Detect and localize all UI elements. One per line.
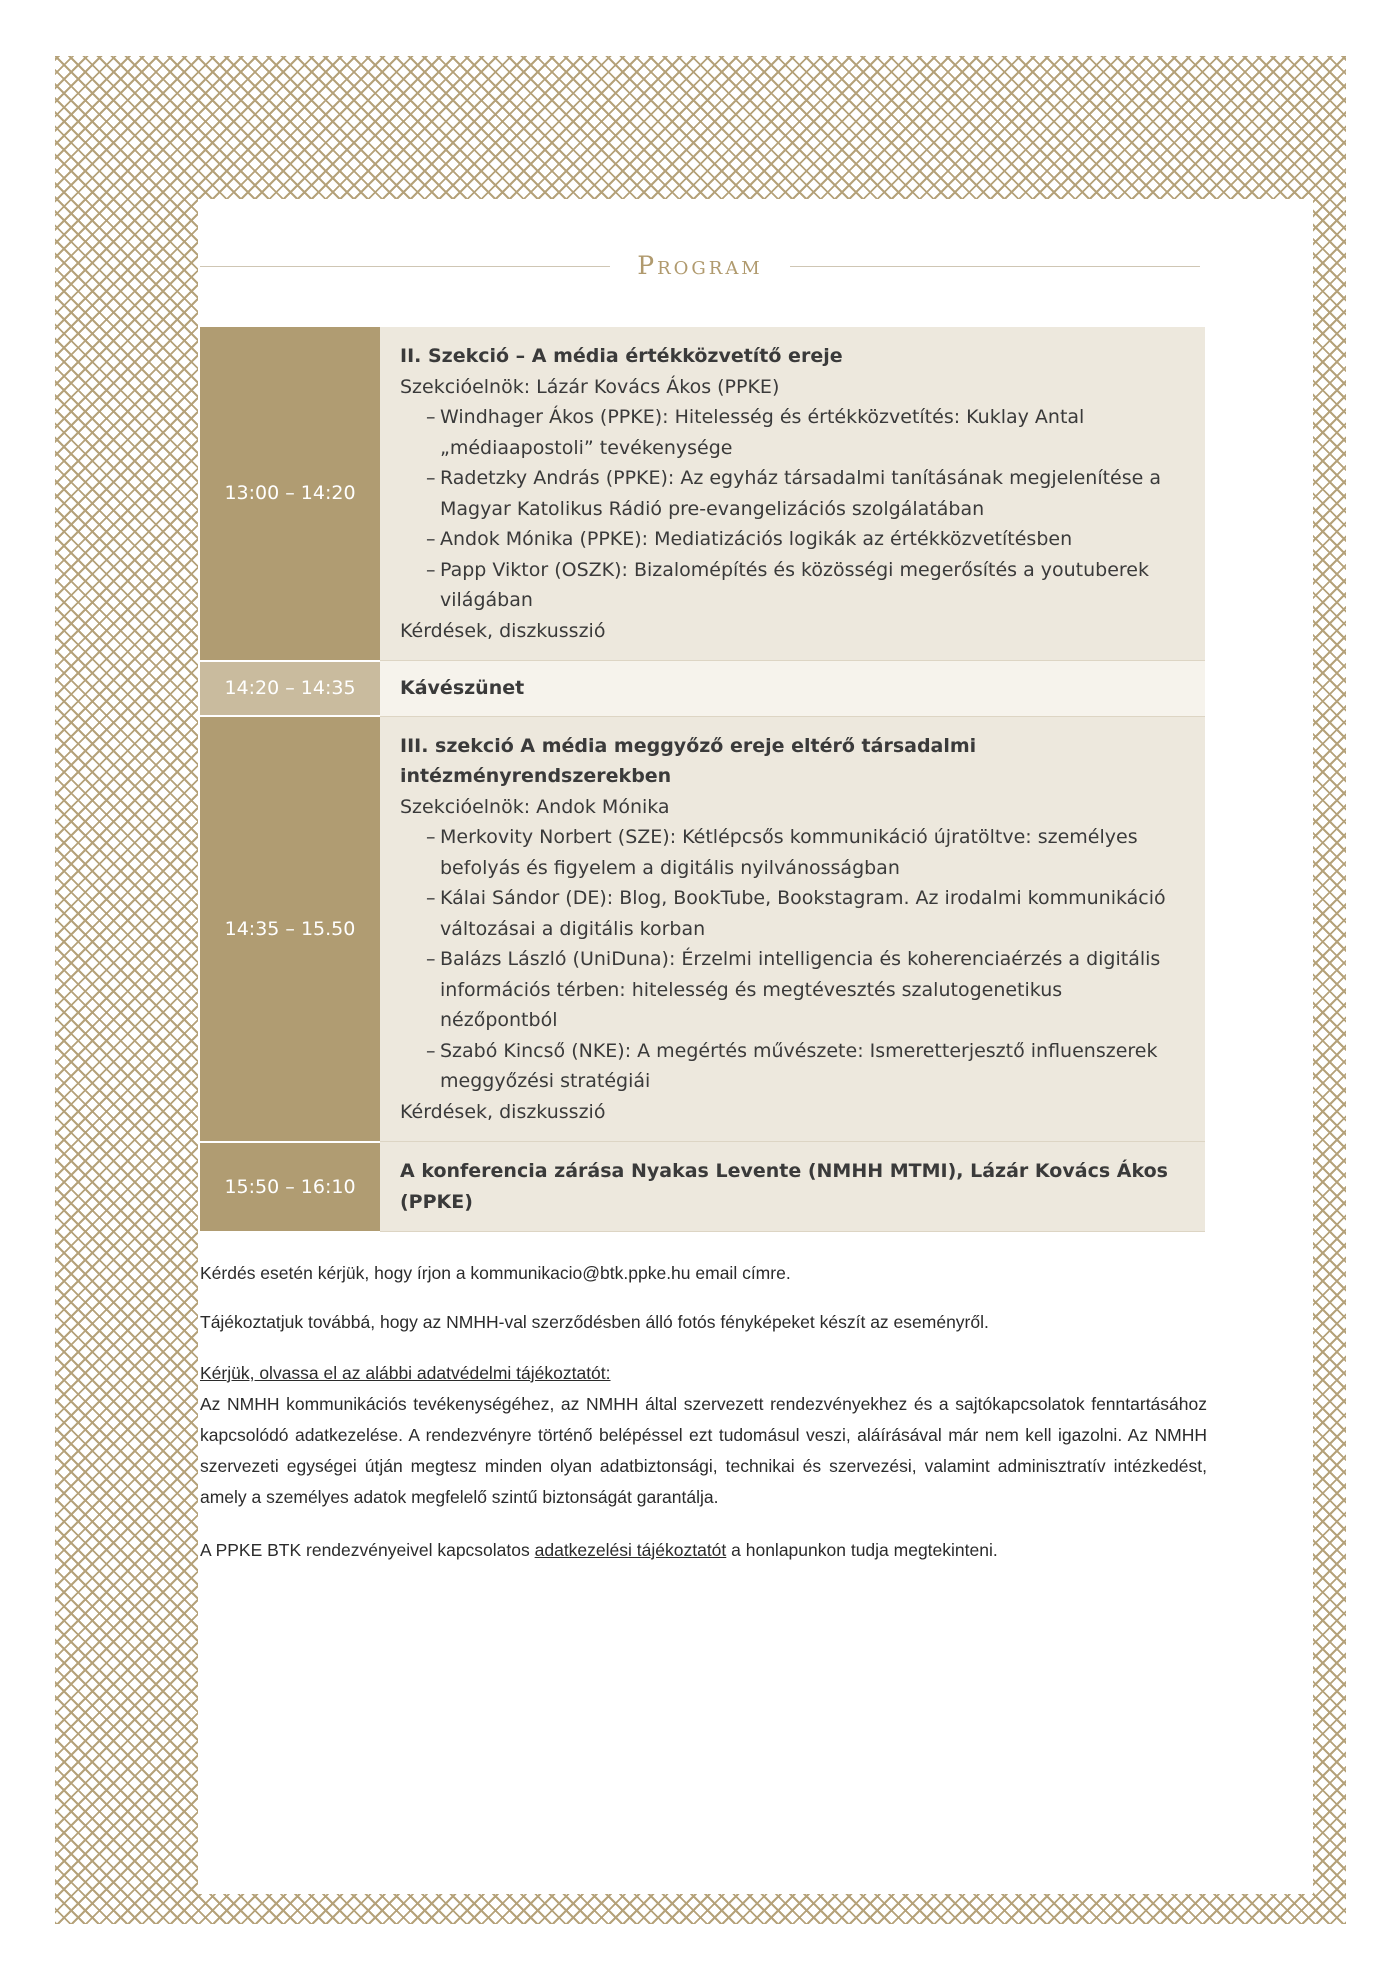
schedule-row-coffee-break [200, 661, 1205, 717]
session-closing: Kérdések, diszkusszió [400, 619, 606, 642]
closing-title: A konferencia zárása Nyakas Levente (NMHH MTMI), Lázár Kovács Ákos (PPKE) [400, 1160, 1168, 1213]
talk-item: – Merkovity Norbert (SZE): Kétlépcsős kommunikáció újratöltve: személyes befolyás és figyelem a digitális nyilvánosságban [426, 826, 1138, 879]
session-closing: Kérdések, diszkusszió [400, 1100, 606, 1123]
closing-content [380, 1142, 1205, 1232]
session-chair: Szekcióelnök: Lázár Kovács Ákos (PPKE) [400, 375, 780, 398]
talk-item: – Radetzky András (PPKE): Az egyház társadalmi tanításának megjelenítése a Magyar Katolikus Rádió pre-evangelizációs szolgálatában [426, 467, 1162, 520]
time-slot: 15:50 – 16:10 [200, 1142, 380, 1232]
page-title: Program [637, 251, 763, 280]
privacy-policy-link[interactable]: adatkezelési tájékoztatót [534, 1540, 727, 1560]
session-title: III. szekció A média meggyőző ereje eltérő társadalmi intézményrendszerekben [400, 734, 977, 787]
heading-rule-right [790, 266, 1200, 267]
notes-section [200, 1258, 1207, 1566]
schedule-row-session-3 [200, 716, 1205, 1142]
time-slot: 14:35 – 15.50 [200, 716, 380, 1142]
talk-item: – Windhager Ákos (PPKE): Hitelesség és értékközvetítés: Kuklay Antal „médiaapostoli” tevékenysége [426, 406, 1085, 459]
program-heading [200, 248, 1200, 284]
time-slot: 13:00 – 14:20 [200, 327, 380, 661]
schedule-row-closing [200, 1142, 1205, 1232]
talk-item: – Kálai Sándor (DE): Blog, BookTube, Bookstagram. Az irodalmi kommunikáció változásai a digitális korban [426, 887, 1166, 940]
schedule-row-session-2 [200, 327, 1205, 661]
final-note-before: A PPKE BTK rendezvényeivel kapcsolatos [200, 1540, 535, 1560]
contact-note: Kérdés esetén kérjük, hogy írjon a kommunikacio@btk.ppke.hu email címre. [200, 1263, 791, 1283]
final-note-after: a honlapunkon tudja megtekinteni. [726, 1540, 998, 1560]
break-content [380, 661, 1205, 717]
session-content [380, 327, 1205, 661]
talk-item: – Balázs László (UniDuna): Érzelmi intelligencia és koherenciaérzés a digitális információs térben: hitelesség és megtévesztés szalutogenetikus nézőpontból [426, 948, 1161, 1031]
schedule-table [200, 327, 1205, 1233]
talk-item: – Szabó Kincső (NKE): A megértés művészete: Ismeretterjesztő influenszerek meggyőzési stratégiái [426, 1039, 1158, 1092]
session-content [380, 716, 1205, 1142]
privacy-link-note [200, 1535, 1207, 1566]
time-slot: 14:20 – 14:35 [200, 661, 380, 717]
session-chair: Szekcióelnök: Andok Mónika [400, 795, 670, 818]
break-title: Kávészünet [400, 677, 525, 699]
talk-item: – Papp Viktor (OSZK): Bizalomépítés és közösségi megerősítés a youtuberek világában [426, 558, 1150, 611]
photo-note: Tájékoztatjuk továbbá, hogy az NMHH-val szerződésben álló fotós fényképeket készít az eseményről. [200, 1312, 989, 1332]
talk-item: – Andok Mónika (PPKE): Mediatizációs logikák az értékközvetítésben [426, 528, 1073, 550]
session-title: II. Szekció – A média értékközvetítő ereje [400, 345, 843, 367]
privacy-heading: Kérjük, olvassa el az alábbi adatvédelmi tájékoztatót: [200, 1363, 611, 1383]
privacy-body: Az NMHH kommunikációs tevékenységéhez, az NMHH által szervezett rendezvényekhez és a sajtókapcsolatok fenntartásához kapcsolódó adatkezelése. A rendezvényre történő belépéssel ezt tudomásul veszi, aláírásával már nem kell igazolni. Az NMHH szervezeti egységei útján megtesz minden olyan adatbiztonsági, technikai és szervezési, valamint adminisztratív intézkedést, amely a személyes adatok megfelelő szintű biztonságát garantálja. [200, 1394, 1207, 1507]
